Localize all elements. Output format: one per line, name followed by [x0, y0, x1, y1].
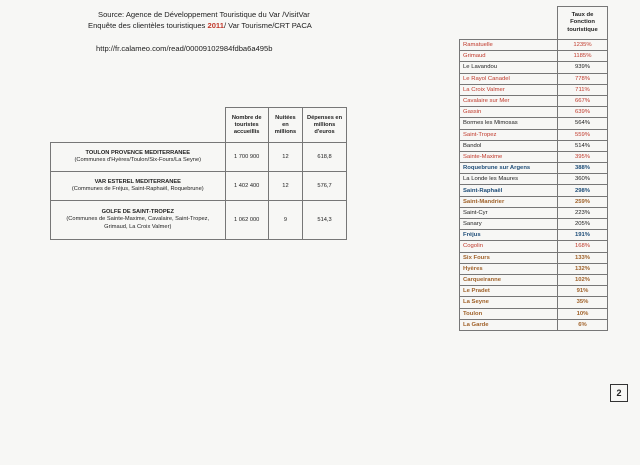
rate-value-cell: 514% [558, 140, 608, 151]
rate-value-cell: 6% [558, 319, 608, 330]
table-row [460, 73, 608, 84]
rate-value-cell: 1185% [558, 51, 608, 62]
commune-name-cell: Ramatuelle [460, 40, 558, 51]
table-header-row [460, 7, 608, 40]
table-row [51, 143, 347, 172]
rate-value-cell: 102% [558, 274, 608, 285]
rate-value-cell: 939% [558, 62, 608, 73]
survey-line [88, 20, 312, 31]
table-row [460, 140, 608, 151]
table-row [460, 230, 608, 241]
table-row [460, 129, 608, 140]
rate-value-cell: 191% [558, 230, 608, 241]
survey-year: 2011 [207, 21, 224, 30]
commune-name-cell: Le Pradet [460, 286, 558, 297]
commune-name-cell: Sanary [460, 219, 558, 230]
commune-name-cell: Six Fours [460, 252, 558, 263]
table-row [51, 172, 347, 201]
source-url: http://fr.calameo.com/read/00009102984fdba6a495b [96, 44, 273, 53]
table-row [460, 286, 608, 297]
rate-value-cell: 711% [558, 84, 608, 95]
commune-name-cell: Carqueiranne [460, 274, 558, 285]
header-blank-cell [460, 7, 558, 40]
table-row [460, 118, 608, 129]
region-detail: (Communes de Fréjus, Saint-Raphaël, Roquebrune) [71, 186, 204, 192]
survey-prefix: Enquête des clientèles touristiques [88, 21, 208, 30]
rate-value-cell: 559% [558, 129, 608, 140]
page-number: 2 [610, 384, 628, 402]
region-name: GOLFE DE SAINT-TROPEZ [101, 208, 174, 215]
header-rate: Taux de Fonction touristique [558, 7, 608, 40]
rate-value-cell: 132% [558, 263, 608, 274]
commune-name-cell: Saint-Mandrier [460, 196, 558, 207]
region-cell [51, 172, 226, 201]
rate-value-cell: 395% [558, 151, 608, 162]
nights-cell: 12 [268, 143, 302, 172]
table-row [460, 84, 608, 95]
table-row [460, 319, 608, 330]
header-spend: Dépenses en millions d'euros [303, 108, 347, 143]
commune-name-cell: Toulon [460, 308, 558, 319]
rate-value-cell: 1235% [558, 40, 608, 51]
table-row [460, 174, 608, 185]
table-row [460, 51, 608, 62]
table-row [460, 274, 608, 285]
table-row [460, 196, 608, 207]
table-row [460, 241, 608, 252]
commune-name-cell: La Garde [460, 319, 558, 330]
rate-value-cell: 205% [558, 219, 608, 230]
rate-value-cell: 360% [558, 174, 608, 185]
table-row [460, 95, 608, 106]
table-row [460, 107, 608, 118]
commune-name-cell: Le Lavandou [460, 62, 558, 73]
table-row [460, 40, 608, 51]
tourists-cell: 1 402 400 [225, 172, 268, 201]
source-block [88, 9, 312, 54]
rate-value-cell: 388% [558, 163, 608, 174]
survey-suffix: / Var Tourisme/CRT PACA [223, 21, 312, 30]
commune-name-cell: Bormes les Mimosas [460, 118, 558, 129]
region-cell [51, 143, 226, 172]
rate-value-cell: 667% [558, 95, 608, 106]
tourists-cell: 1 700 900 [225, 143, 268, 172]
commune-name-cell: La Seyne [460, 297, 558, 308]
tourist-function-rate-table [459, 6, 608, 331]
commune-name-cell: Le Rayol Canadel [460, 73, 558, 84]
nights-cell: 9 [268, 201, 302, 240]
rate-value-cell: 168% [558, 241, 608, 252]
spend-cell: 618,8 [303, 143, 347, 172]
table-row [460, 219, 608, 230]
rate-table-body [460, 40, 608, 331]
commune-name-cell: Saint-Tropez [460, 129, 558, 140]
table-row [460, 163, 608, 174]
commune-name-cell: La Croix Valmer [460, 84, 558, 95]
rate-value-cell: 564% [558, 118, 608, 129]
tourists-cell: 1 062 000 [225, 201, 268, 240]
commune-name-cell: Saint-Cyr [460, 207, 558, 218]
rate-value-cell: 91% [558, 286, 608, 297]
table-header-row [51, 108, 347, 143]
spend-cell: 514,3 [303, 201, 347, 240]
commune-name-cell: Roquebrune sur Argens [460, 163, 558, 174]
commune-name-cell: Grimaud [460, 51, 558, 62]
table-row [460, 151, 608, 162]
commune-name-cell: Cogolin [460, 241, 558, 252]
table-row [460, 207, 608, 218]
nights-cell: 12 [268, 172, 302, 201]
commune-name-cell: Cavalaire sur Mer [460, 95, 558, 106]
rate-value-cell: 133% [558, 252, 608, 263]
tourism-summary-table [50, 107, 347, 240]
spend-cell: 576,7 [303, 172, 347, 201]
region-detail: (Communes d'Hyères/Toulon/Six-Fours/La Seyne) [74, 157, 202, 163]
commune-name-cell: La Londe les Maures [460, 174, 558, 185]
commune-name-cell: Fréjus [460, 230, 558, 241]
table-row [460, 297, 608, 308]
rate-value-cell: 10% [558, 308, 608, 319]
region-detail: (Communes de Sainte-Maxime, Cavalaire, Saint-Tropez, Grimaud, La Croix Valmer) [66, 216, 210, 230]
commune-name-cell: Sainte-Maxime [460, 151, 558, 162]
region-cell [51, 201, 226, 240]
table-row [460, 308, 608, 319]
commune-name-cell: Gassin [460, 107, 558, 118]
rate-value-cell: 298% [558, 185, 608, 196]
region-name: TOULON PROVENCE MEDITERRANEE [85, 149, 190, 156]
commune-name-cell: Hyères [460, 263, 558, 274]
table-row [460, 263, 608, 274]
rate-value-cell: 223% [558, 207, 608, 218]
table-row [460, 185, 608, 196]
header-tourists: Nombre de touristes accueillis [225, 108, 268, 143]
rate-value-cell: 639% [558, 107, 608, 118]
table-row [460, 62, 608, 73]
region-name: VAR ESTEREL MEDITERRANEE [94, 178, 181, 185]
source-line: Source: Agence de Développement Touristique du Var /VisitVar [98, 10, 310, 19]
commune-name-cell: Saint-Raphaël [460, 185, 558, 196]
table-row [460, 252, 608, 263]
header-blank-cell [51, 108, 226, 143]
table-row [51, 201, 347, 240]
header-nights: Nuitées en millions [268, 108, 302, 143]
rate-value-cell: 35% [558, 297, 608, 308]
rate-value-cell: 259% [558, 196, 608, 207]
commune-name-cell: Bandol [460, 140, 558, 151]
rate-value-cell: 778% [558, 73, 608, 84]
